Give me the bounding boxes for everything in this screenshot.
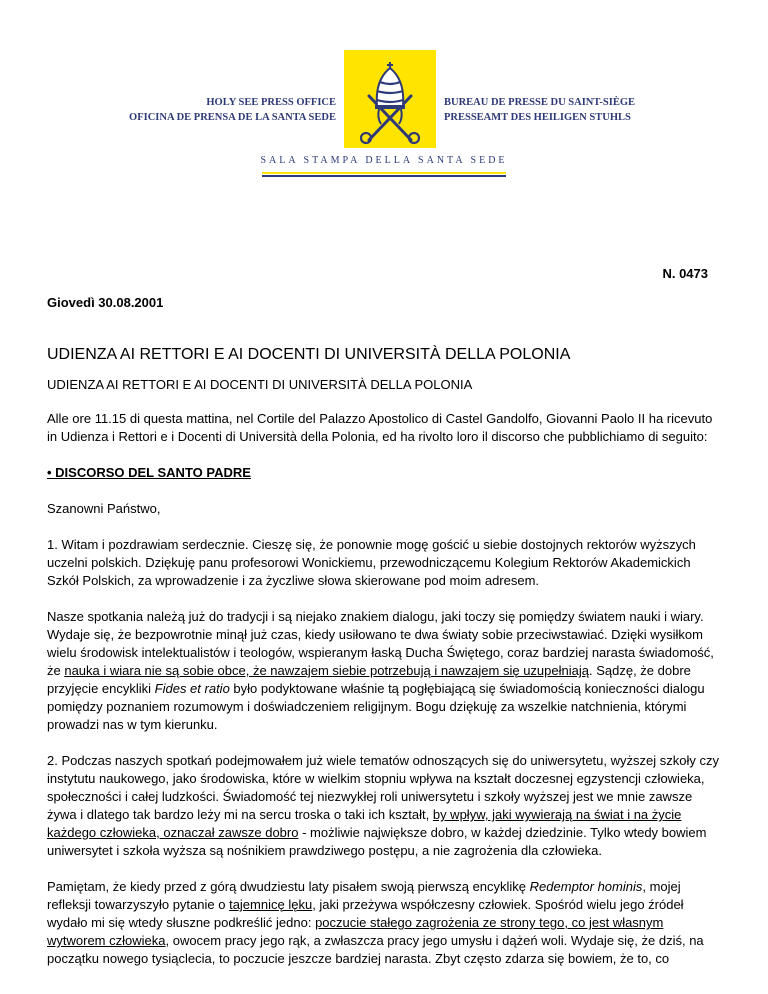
office-names-left — [129, 95, 336, 125]
office-name-es: OFICINA DE PRENSA DE LA SANTA SEDE — [129, 112, 336, 123]
text-run: było podyktowane właśnie tą pogłębiającą się świadomością konieczności dialogu pomiędzy poznaniem rozumowym i doświadczeniem religijnym. Bogu dziękuję za wszelkie natchnienia, którymi prowadzi nas w tym kierunku. — [47, 681, 705, 732]
papal-emblem-icon — [355, 62, 425, 144]
text-run: . Sądzę, że dobre przyjęcie encykliki — [47, 663, 691, 696]
text-run: , jaki przeżywa współczesny człowiek. Spośród wielu jego źródeł wydało mi się wtedy słuszne podkreślić jedno: — [47, 897, 684, 930]
text-run: Nasze spotkania należą już do tradycji i są niejako znakiem dialogu, jaki toczy się pomiędzy światem nauki i wiary. Wydaje się, że bezpowrotnie minął już czas, kiedy usiłowano te dwa światy sobie przeciwstawiać. Dzięki wysiłkom wielu środowisk intelektualistów i teologów, wspieranym łaską Ducha Świętego, coraz bardziej narasta świadomość, że — [47, 609, 714, 678]
page-title: UDIENZA AI RETTORI E AI DOCENTI DI UNIVERSITÀ DELLA POLONIA — [47, 346, 571, 363]
underlined-text: by wpływ, jaki wywierają na świat i na życie każdego człowieka, oznaczał zawsze dobro — [47, 807, 682, 840]
office-name-fr: BUREAU DE PRESSE DU SAINT-SIÈGE — [444, 97, 635, 108]
encyclical-title: Redemptor hominis — [529, 879, 643, 894]
encyclical-title: Fides et ratio — [154, 681, 230, 696]
paragraph-3 — [47, 752, 723, 860]
subtitle: UDIENZA AI RETTORI E AI DOCENTI DI UNIVERSITÀ DELLA POLONIA — [47, 377, 473, 392]
underlined-text: poczucie stałego zagrożenia ze strony tego, co jest własnym wytworem człowieka — [47, 915, 664, 948]
office-name-it: SALA STAMPA DELLA SANTA SEDE — [260, 155, 508, 166]
section-heading-link[interactable] — [47, 464, 723, 482]
text-run: , mojej refleksji towarzyszyło pytanie o — [47, 879, 681, 912]
underlined-text: nauka i wiara nie są sobie obce, że nawzajem siebie potrzebują i nawzajem się uzupełniają — [64, 663, 589, 678]
paragraph-2 — [47, 608, 723, 734]
text-run: Pamiętam, że kiedy przed z górą dwudziestu laty pisałem swoją pierwszą encyklikę — [47, 879, 530, 894]
office-name-de: PRESSEAMT DES HEILIGEN STUHLS — [444, 112, 631, 123]
salutation: Szanowni Państwo, — [47, 501, 161, 516]
paragraph-1: 1. Witam i pozdrawiam serdecznie. Cieszę się, że ponownie mogę gościć u siebie dostojnych rektorów wyższych uczelni polskich. Dziękuję panu profesorowi Wonickiemu, przewodniczącemu Kolegium Rektorów Akademickich Szkół Polskich, za wprowadzenie i za życzliwe słowa skierowane pod moim adresem. — [47, 537, 696, 588]
paragraph-4 — [47, 878, 723, 968]
office-name-en: HOLY SEE PRESS OFFICE — [206, 97, 336, 108]
intro-paragraph: Alle ore 11.15 di questa mattina, nel Cortile del Palazzo Apostolico di Castel Gandolfo, Giovanni Paolo II ha ricevuto in Udienza i Rettori e i Docenti di Università della Polonia, ed ha rivolto loro il discorso che pubblichiamo di seguito: — [47, 411, 713, 444]
header-rule-blue — [262, 175, 506, 177]
text-run: - możliwie największe dobro, w każdej dziedzinie. Tylko wtedy bowiem uniwersytet i szkoła wyższa są nośnikiem prawdziwego postępu, a nie zagrożenia dla człowieka. — [47, 825, 707, 858]
press-office-header — [0, 0, 768, 180]
underlined-text: tajemnicę lęku — [229, 897, 313, 912]
bulletin-date: Giovedì 30.08.2001 — [47, 295, 164, 310]
office-names-right — [444, 95, 635, 125]
text-run: 2. Podczas naszych spotkań podejmowałem już wiele tematów odnoszących się do uniwersytetu, wyższej szkoły czy instytutu naukowego, jako środowiska, które w wielkim stopniu wpływa na kształt doczesnej egzystencji człowieka, społeczności i całej ludzkości. Świadomość tej niezwykłej roli uniwersytetu i szkoły wyższej jest we mnie zawsze żywa i dlatego tak bardzo leży mi na sercu troska o taki ich kształt, — [47, 753, 719, 822]
text-run: , owocem pracy jego rąk, a zwłaszcza pracy jego umysłu i dążeń woli. Wydaje się, że dziś, na początku nowego tysiąclecia, to poczucie jeszcze bardziej narasta. Zbyt często zdarza się bowiem, że to, co — [47, 933, 704, 966]
header-rule-yellow — [262, 172, 506, 174]
bulletin-body — [47, 376, 723, 986]
section-heading[interactable]: • DISCORSO DEL SANTO PADRE — [47, 465, 251, 480]
bulletin-number: N. 0473 — [662, 266, 708, 281]
